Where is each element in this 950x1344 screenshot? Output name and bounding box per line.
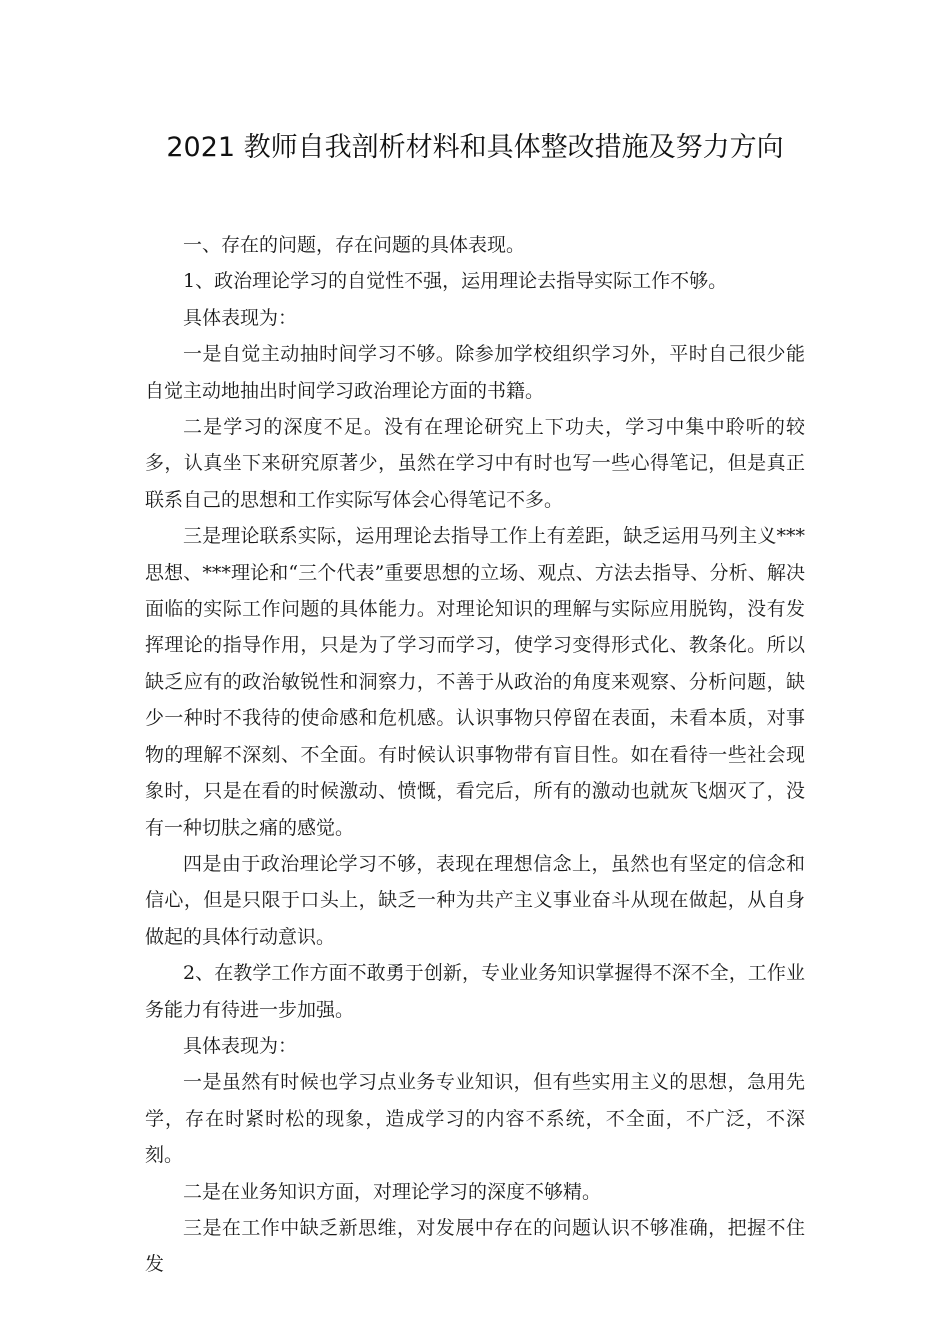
paragraph: 三是理论联系实际，运用理论去指导工作上有差距，缺乏运用马列主义***思想、***理论和“三个代表”重要思想的立场、观点、方法去指导、分析、解决面临的实际工作问题的具体能力。对理论知识的理解与实际应用脱钩，没有发挥理论的指导作用，只是为了学习而学习，使学习变得形式化、教条化。所以缺乏应有的政治敏锐性和洞察力，不善于从政治的角度来观察、分析问题，缺少一种时不我待的使命感和危机感。认识事物只停留在表面，未看本质，对事物的理解不深刻、不全面。有时候认识事物带有盲目性。如在看待一些社会现象时，只是在看的时候激动、愤慨，看完后，所有的激动也就灰飞烟灭了，没有一种切肤之痛的感觉。 — [145, 525, 805, 839]
paragraph: 具体表现为： — [183, 1034, 298, 1057]
document-title: 2021 教师自我剖析材料和具体整改措施及努力方向 — [166, 132, 784, 163]
paragraph: 一是自觉主动抽时间学习不够。除参加学校组织学习外，平时自己很少能自觉主动地抽出时间学习政治理论方面的书籍。 — [145, 343, 805, 402]
document-body — [145, 227, 805, 1283]
paragraph: 1、政治理论学习的自觉性不强，运用理论去指导实际工作不够。 — [183, 270, 728, 293]
paragraph: 二是在业务知识方面，对理论学习的深度不够精。 — [183, 1180, 602, 1203]
paragraph: 2、在教学工作方面不敢勇于创新，专业业务知识掌握得不深不全，工作业务能力有待进一步加强。 — [145, 962, 805, 1021]
paragraph: 三是在工作中缺乏新思维，对发展中存在的问题认识不够准确，把握不住发 — [145, 1216, 805, 1276]
paragraph: 四是由于政治理论学习不够，表现在理想信念上，虽然也有坚定的信念和信心，但是只限于口头上，缺乏一种为共产主义事业奋斗从现在做起，从自身做起的具体行动意识。 — [145, 852, 805, 948]
paragraph: 一、存在的问题，存在问题的具体表现。 — [183, 234, 526, 256]
paragraph: 二是学习的深度不足。没有在理论研究上下功夫，学习中集中聆听的较多，认真坐下来研究原著少，虽然在学习中有时也写一些心得笔记，但是真正联系自己的思想和工作实际写体会心得笔记不多。 — [145, 416, 805, 511]
paragraph: 具体表现为： — [183, 306, 298, 329]
paragraph: 一是虽然有时候也学习点业务专业知识，但有些实用主义的思想，急用先学，存在时紧时松的现象，造成学习的内容不系统，不全面，不广泛，不深刻。 — [145, 1071, 805, 1167]
